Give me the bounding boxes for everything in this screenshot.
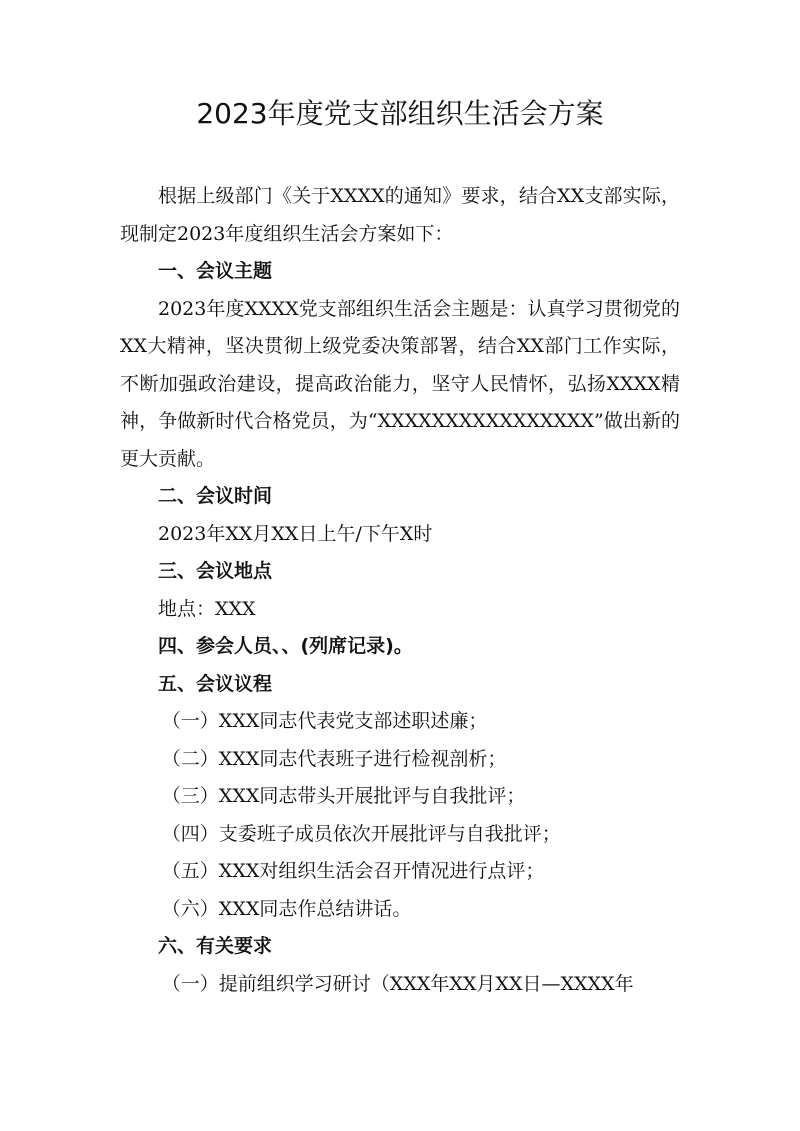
document-title: 2023年度党支部组织生活会方案 bbox=[196, 97, 604, 130]
section-heading-attendees: 四、参会人员、、(列席记录)。 bbox=[158, 635, 413, 657]
agenda-item: （六）XXX同志作总结讲话。 bbox=[161, 897, 412, 920]
agenda-item: （二）XXX同志代表班子进行检视剖析； bbox=[161, 747, 507, 770]
section-heading-time: 二、会议时间 bbox=[158, 485, 273, 507]
section-heading-agenda: 五、会议议程 bbox=[158, 672, 273, 695]
theme-paragraph: 2023年度XXXX党支部组织生活会主题是：认真学习贯彻党的XX大精神，坚决贯彻上级党委决策部署，结合XX部门工作实际，不断加强政治建设，提高政治能力，坚守人民情怀，弘扬XXXX精神，争做新时代合格党员，为“XXXXXXXXXXXXXXXX”做出新的更大贡献。 bbox=[120, 297, 680, 470]
document-body bbox=[120, 178, 680, 1003]
agenda-item: （四）支委班子成员依次开展批评与自我批评； bbox=[161, 822, 561, 845]
intro-paragraph: 根据上级部门《关于XXXX的通知》要求，结合XX支部实际，现制定2023年度组织生活会方案如下： bbox=[120, 185, 680, 245]
section-heading-theme: 一、会议主题 bbox=[158, 260, 273, 282]
section-heading-requirements: 六、有关要求 bbox=[158, 935, 273, 957]
meeting-time: 2023年XX月XX日上午/下午X时 bbox=[158, 522, 433, 545]
meeting-location: 地点：XXX bbox=[158, 597, 256, 620]
requirement-item: （一）提前组织学习研讨（XXX年XX月XX日—XXXX年 bbox=[161, 972, 634, 995]
agenda-item: （一）XXX同志代表党支部述职述廉； bbox=[161, 710, 488, 732]
agenda-item: （三）XXX同志带头开展批评与自我批评； bbox=[161, 785, 526, 807]
section-heading-location: 三、会议地点 bbox=[158, 560, 273, 582]
agenda-item: （五）XXX对组织生活会召开情况进行点评； bbox=[161, 860, 545, 882]
